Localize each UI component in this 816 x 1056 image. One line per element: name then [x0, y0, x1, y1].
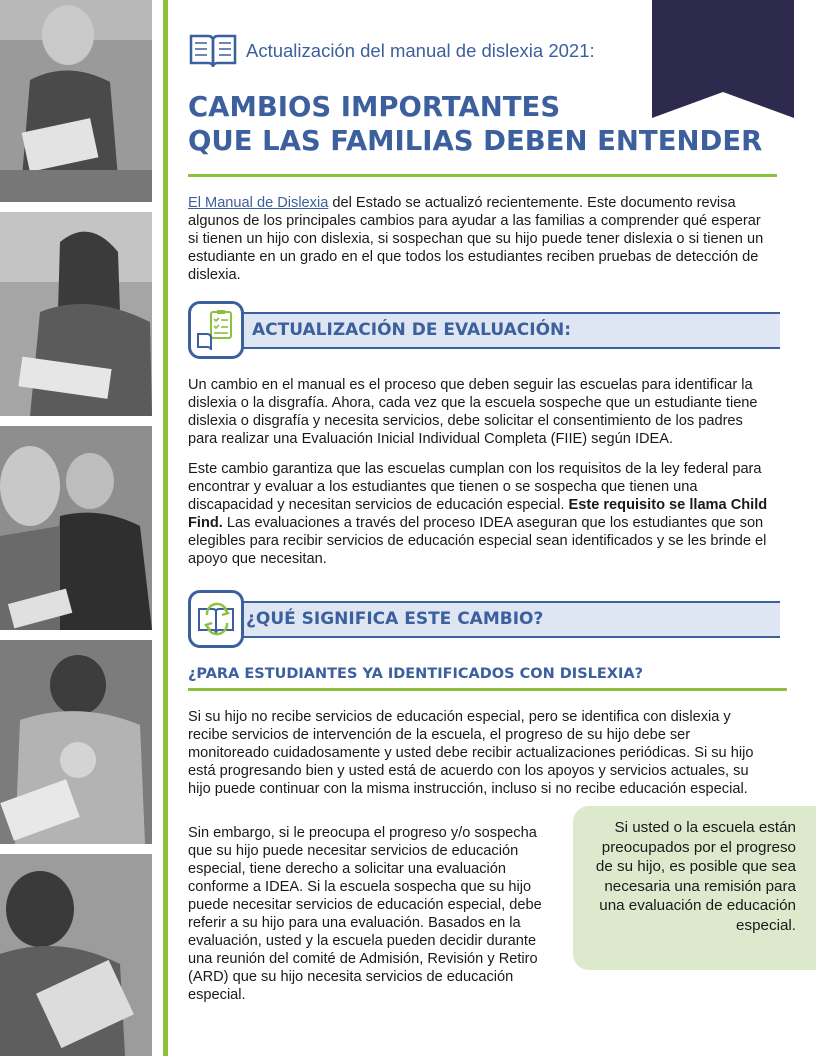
child-find-intro: Este cambio garantiza que las escuelas cumplan con los requisitos de la ley federal para encontrar y evaluar a los estudiantes que tienen o se sospecha que tienen una discapacidad y necesitan servicios de educación especial. [188, 461, 762, 513]
evaluation-paragraph-2 [188, 460, 770, 568]
photo-girl-reading [0, 0, 152, 202]
title-divider [188, 174, 777, 177]
meaning-section-heading: ¿QUÉ SIGNIFICA ESTE CAMBIO? [246, 609, 544, 629]
subheading-divider [188, 688, 787, 691]
meaning-paragraph-2: Sin embargo, si le preocupa el progreso y/o sospecha que su hijo puede necesitar servicios de educación especial, tiene derecho a solicitar una evaluación conforme a IDEA. Si la escuela sospecha que su hijo puede necesitar servicios de educación especial, debe referir a su hijo para una evaluación. Basados en la evaluación, usted y la escuela pueden decidir durante una reunión del comité de Admisión, Revisión y Retiro (ARD) que su hijo necesita servicios de educación especial. [188, 825, 542, 1003]
evaluation-section-banner [188, 301, 780, 361]
callout-box [573, 806, 816, 970]
photo-boy-reading [0, 640, 152, 844]
document-subtitle: Actualización del manual de dislexia 2021: [246, 40, 595, 61]
page-title-line-2: QUE LAS FAMILIAS DEBEN ENTENDER [188, 125, 763, 157]
intro-text: del Estado se actualizó recientemente. Este documento revisa algunos de los principales cambios para ayudar a las familias a comprender qué esperar si tienen un hijo con dislexia, si sospechan que su hijo puede tener dislexia o si tienen un estudiante en un grado en el que todos los estudiantes reciben pruebas de detección de dislexia. [188, 195, 764, 283]
photo-strip [0, 0, 152, 1056]
page-title [188, 90, 762, 158]
meaning-paragraph-1: Si su hijo no recibe servicios de educación especial, pero se identifica con dislexia y recibe servicios de intervención de la escuela, el progreso de su hijo debe ser monitoreado cuidadosamente y usted debe recibir actualizaciones periódicas. Si su hijo está progresando bien y usted está de acuerdo con los apoyos y servicios actuales, su hijo puede continuar con la misma instrucción, incluso si no recibe educación especial. [188, 709, 754, 797]
child-find-emphasis: Este requisito se llama Child Find. [188, 497, 768, 531]
meaning-section-banner [188, 590, 780, 650]
page-title-line-1: CAMBIOS IMPORTANTES [188, 91, 561, 123]
photo-children-reading [0, 426, 152, 630]
photo-teen-reading [0, 212, 152, 416]
intro-paragraph [188, 194, 770, 284]
open-book-icon [188, 30, 238, 70]
manual-link[interactable]: El Manual de Dislexia [188, 195, 329, 211]
vertical-green-rule [163, 0, 168, 1056]
photo-girl-book [0, 854, 152, 1056]
child-find-rest: Las evaluaciones a través del proceso IDEA aseguran que los estudiantes que son elegibles para recibir servicios de educación especial sean identificados y se les brinde el apoyo que necesitan. [188, 515, 767, 567]
clipboard-checklist-icon [188, 301, 244, 359]
callout-text: Si usted o la escuela están preocupados por el progreso de su hijo, es posible que sea necesaria una remisión para una evaluación de educación especial. [595, 819, 796, 934]
book-refresh-icon [188, 590, 244, 648]
evaluation-paragraph-1: Un cambio en el manual es el proceso que deben seguir las escuelas para identificar la dislexia o la disgrafía. Ahora, cada vez que la escuela sospeche que un estudiante tiene dislexia o disgrafía y necesita servicios, debe solicitar el consentimiento de los padres para realizar una Evaluación Inicial Individual Completa (FIIE) según IDEA. [188, 377, 758, 447]
evaluation-section-heading: ACTUALIZACIÓN DE EVALUACIÓN: [252, 320, 572, 340]
identified-students-subheading: ¿PARA ESTUDIANTES YA IDENTIFICADOS CON DISLEXIA? [188, 666, 643, 682]
